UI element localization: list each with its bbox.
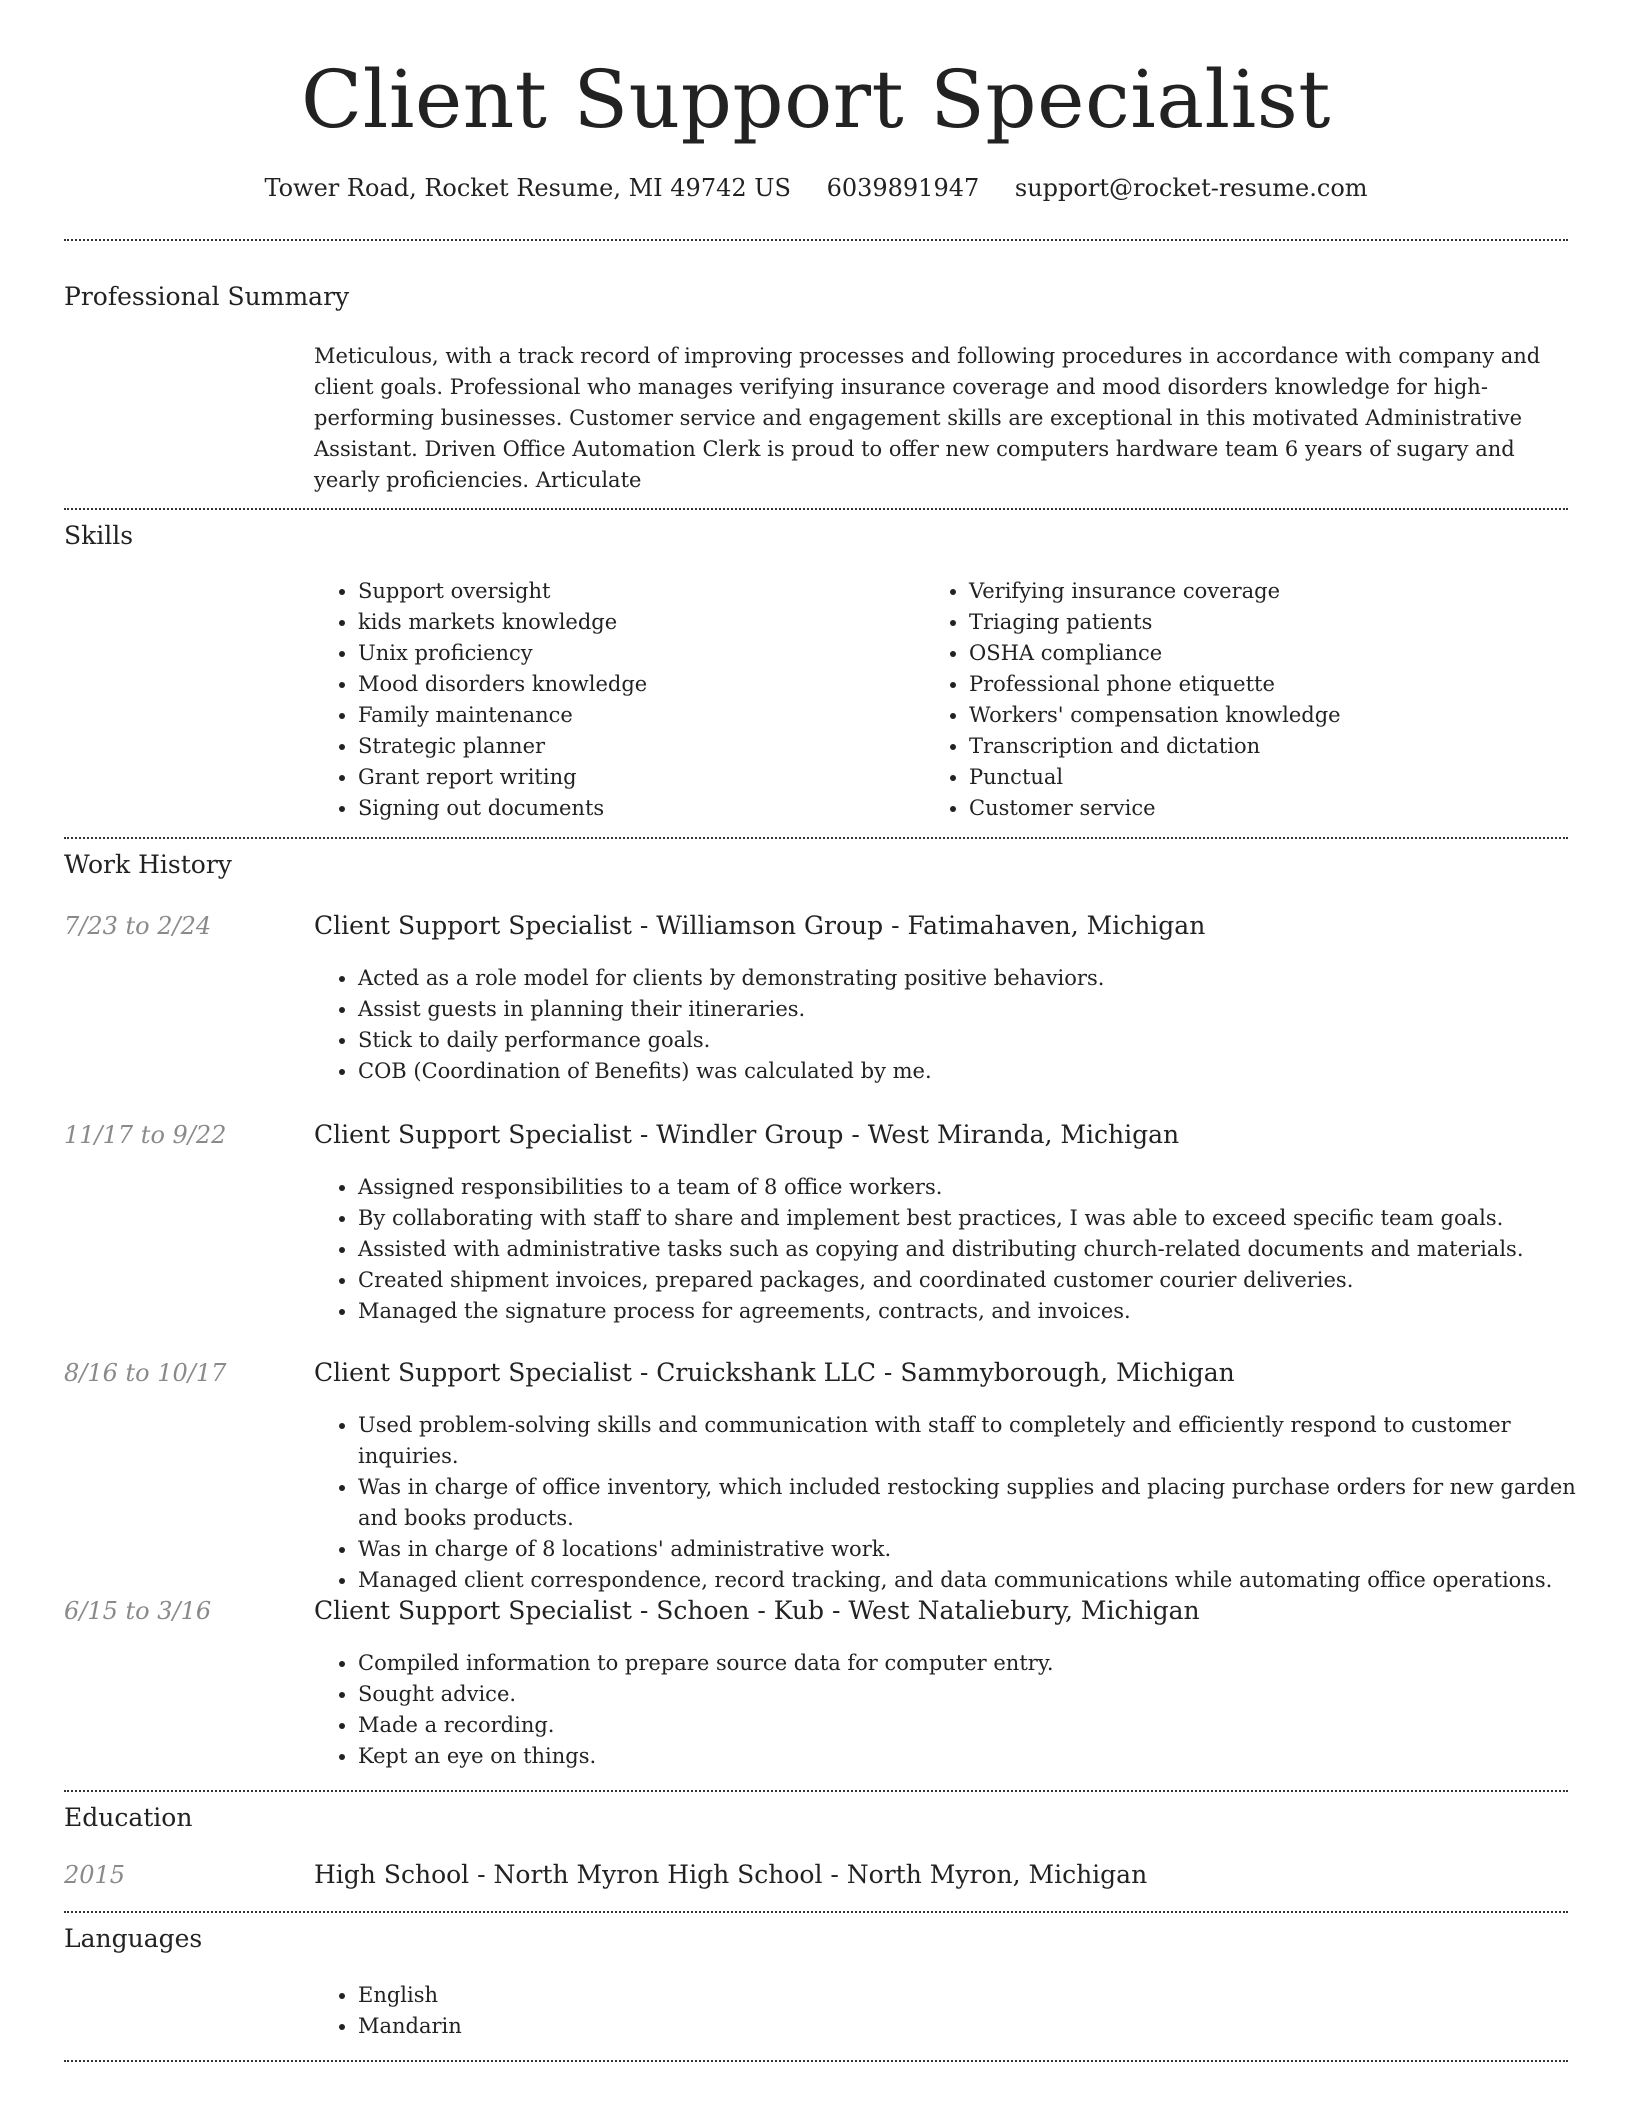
list-item: • Created shipment invoices, prepared packages, and coordinated customer courier deliveries. bbox=[358, 1265, 1608, 1296]
job-location: Fatimahaven, Michigan bbox=[907, 911, 1206, 940]
list-item: • Stick to daily performance goals. bbox=[358, 1025, 1608, 1056]
job-role: Client Support Specialist bbox=[314, 1358, 632, 1387]
job-heading bbox=[314, 1356, 1235, 1390]
list-item: • Used problem-solving skills and communication with staff to completely and efficiently respond to customer inquiries. bbox=[358, 1410, 1608, 1472]
job-heading bbox=[314, 1594, 1200, 1628]
job-dates: 6/15 to 3/16 bbox=[64, 1597, 212, 1625]
list-item: • Mood disorders knowledge bbox=[358, 669, 918, 700]
separator: - bbox=[875, 1358, 901, 1387]
resume-title: Client Support Specialist bbox=[301, 53, 1331, 146]
list-item: • Mandarin bbox=[358, 2011, 958, 2042]
divider bbox=[64, 837, 1568, 839]
list-item: • Assisted with administrative tasks such as copying and distributing church-related documents and materials. bbox=[358, 1234, 1608, 1265]
education-school: North Myron High School bbox=[493, 1860, 823, 1889]
divider bbox=[64, 1911, 1568, 1913]
summary-text: Meticulous, with a track record of improving processes and following procedures in accordance with company and client goals. Professional who manages verifying insurance coverage and mood disorders knowledge for high-performing businesses. Customer service and engagement skills are exceptional in this motivated Administrative Assistant. Driven Office Automation Clerk is proud to offer new computers hardware team 6 years of sugary and yearly proficiencies. Articulate bbox=[314, 344, 1541, 492]
separator: - bbox=[843, 1120, 868, 1149]
languages-list bbox=[314, 1980, 958, 2042]
job-location: Sammyborough, Michigan bbox=[900, 1358, 1235, 1387]
contact-address: Tower Road, Rocket Resume, MI 49742 US bbox=[264, 174, 791, 202]
list-item: • Managed the signature process for agreements, contracts, and invoices. bbox=[358, 1296, 1608, 1327]
education-heading bbox=[314, 1858, 1147, 1892]
section-heading-languages: Languages bbox=[64, 1924, 203, 1953]
list-item: • Customer service bbox=[969, 793, 1589, 824]
list-item: • Made a recording. bbox=[358, 1710, 1608, 1741]
list-item: • Punctual bbox=[969, 762, 1589, 793]
separator: - bbox=[824, 1596, 849, 1625]
job-company: Williamson Group bbox=[656, 911, 884, 940]
education-location: North Myron, Michigan bbox=[846, 1860, 1148, 1889]
list-item: • Transcription and dictation bbox=[969, 731, 1589, 762]
job-bullets bbox=[314, 1172, 1608, 1327]
job-dates: 8/16 to 10/17 bbox=[64, 1359, 227, 1387]
job-heading bbox=[314, 1118, 1179, 1152]
education-year: 2015 bbox=[64, 1861, 126, 1889]
list-item: • COB (Coordination of Benefits) was calculated by me. bbox=[358, 1056, 1608, 1087]
separator: - bbox=[469, 1860, 494, 1889]
list-item: • Triaging patients bbox=[969, 607, 1589, 638]
job-location: West Nataliebury, Michigan bbox=[848, 1596, 1200, 1625]
list-item: • kids markets knowledge bbox=[358, 607, 918, 638]
list-item: • English bbox=[358, 1980, 958, 2011]
separator: - bbox=[631, 1596, 657, 1625]
job-heading bbox=[314, 909, 1205, 943]
job-company: Windler Group bbox=[656, 1120, 844, 1149]
job-company: Schoen - Kub bbox=[656, 1596, 825, 1625]
list-item: • Kept an eye on things. bbox=[358, 1741, 1608, 1772]
list-item: • Professional phone etiquette bbox=[969, 669, 1589, 700]
job-role: Client Support Specialist bbox=[314, 1596, 632, 1625]
job-dates: 7/23 to 2/24 bbox=[64, 912, 212, 940]
education-degree: High School bbox=[314, 1860, 470, 1889]
list-item: • Assist guests in planning their itineraries. bbox=[358, 994, 1608, 1025]
section-heading-summary: Professional Summary bbox=[64, 282, 350, 311]
list-item: • Assigned responsibilities to a team of 8 office workers. bbox=[358, 1172, 1608, 1203]
list-item: • Family maintenance bbox=[358, 700, 918, 731]
list-item: • Support oversight bbox=[358, 576, 918, 607]
section-heading-work: Work History bbox=[64, 850, 232, 879]
section-heading-education: Education bbox=[64, 1803, 193, 1832]
list-item: • Compiled information to prepare source data for computer entry. bbox=[358, 1648, 1608, 1679]
list-item: • By collaborating with staff to share and implement best practices, I was able to exceed specific team goals. bbox=[358, 1203, 1608, 1234]
job-bullets bbox=[314, 1648, 1608, 1772]
job-bullets bbox=[314, 1410, 1608, 1596]
list-item: • Grant report writing bbox=[358, 762, 918, 793]
contact-email: support@rocket-resume.com bbox=[1014, 174, 1368, 202]
job-role: Client Support Specialist bbox=[314, 911, 632, 940]
contact-line bbox=[0, 170, 1632, 206]
list-item: • Acted as a role model for clients by demonstrating positive behaviors. bbox=[358, 963, 1608, 994]
list-item: • Unix proficiency bbox=[358, 638, 918, 669]
divider bbox=[64, 508, 1568, 510]
job-role: Client Support Specialist bbox=[314, 1120, 632, 1149]
divider bbox=[64, 239, 1568, 241]
skills-list-left bbox=[314, 576, 918, 824]
list-item: • Verifying insurance coverage bbox=[969, 576, 1589, 607]
list-item: • OSHA compliance bbox=[969, 638, 1589, 669]
separator: - bbox=[883, 911, 908, 940]
job-location: West Miranda, Michigan bbox=[867, 1120, 1180, 1149]
separator: - bbox=[631, 1358, 657, 1387]
list-item: • Sought advice. bbox=[358, 1679, 1608, 1710]
list-item: • Was in charge of 8 locations' administrative work. bbox=[358, 1534, 1608, 1565]
list-item: • Was in charge of office inventory, which included restocking supplies and placing purchase orders for new garden and books products. bbox=[358, 1472, 1608, 1534]
separator: - bbox=[822, 1860, 847, 1889]
job-dates: 11/17 to 9/22 bbox=[64, 1121, 227, 1149]
divider bbox=[64, 1790, 1568, 1792]
divider bbox=[64, 2060, 1568, 2062]
separator: - bbox=[631, 1120, 657, 1149]
list-item: • Workers' compensation knowledge bbox=[969, 700, 1589, 731]
list-item: • Strategic planner bbox=[358, 731, 918, 762]
section-heading-skills: Skills bbox=[64, 521, 134, 550]
job-bullets bbox=[314, 963, 1608, 1087]
separator: - bbox=[631, 911, 657, 940]
list-item: • Signing out documents bbox=[358, 793, 918, 824]
list-item: • Managed client correspondence, record tracking, and data communications while automating office operations. bbox=[358, 1565, 1608, 1596]
skills-list-right bbox=[925, 576, 1589, 824]
job-company: Cruickshank LLC bbox=[656, 1358, 876, 1387]
contact-phone: 6039891947 bbox=[826, 174, 980, 202]
